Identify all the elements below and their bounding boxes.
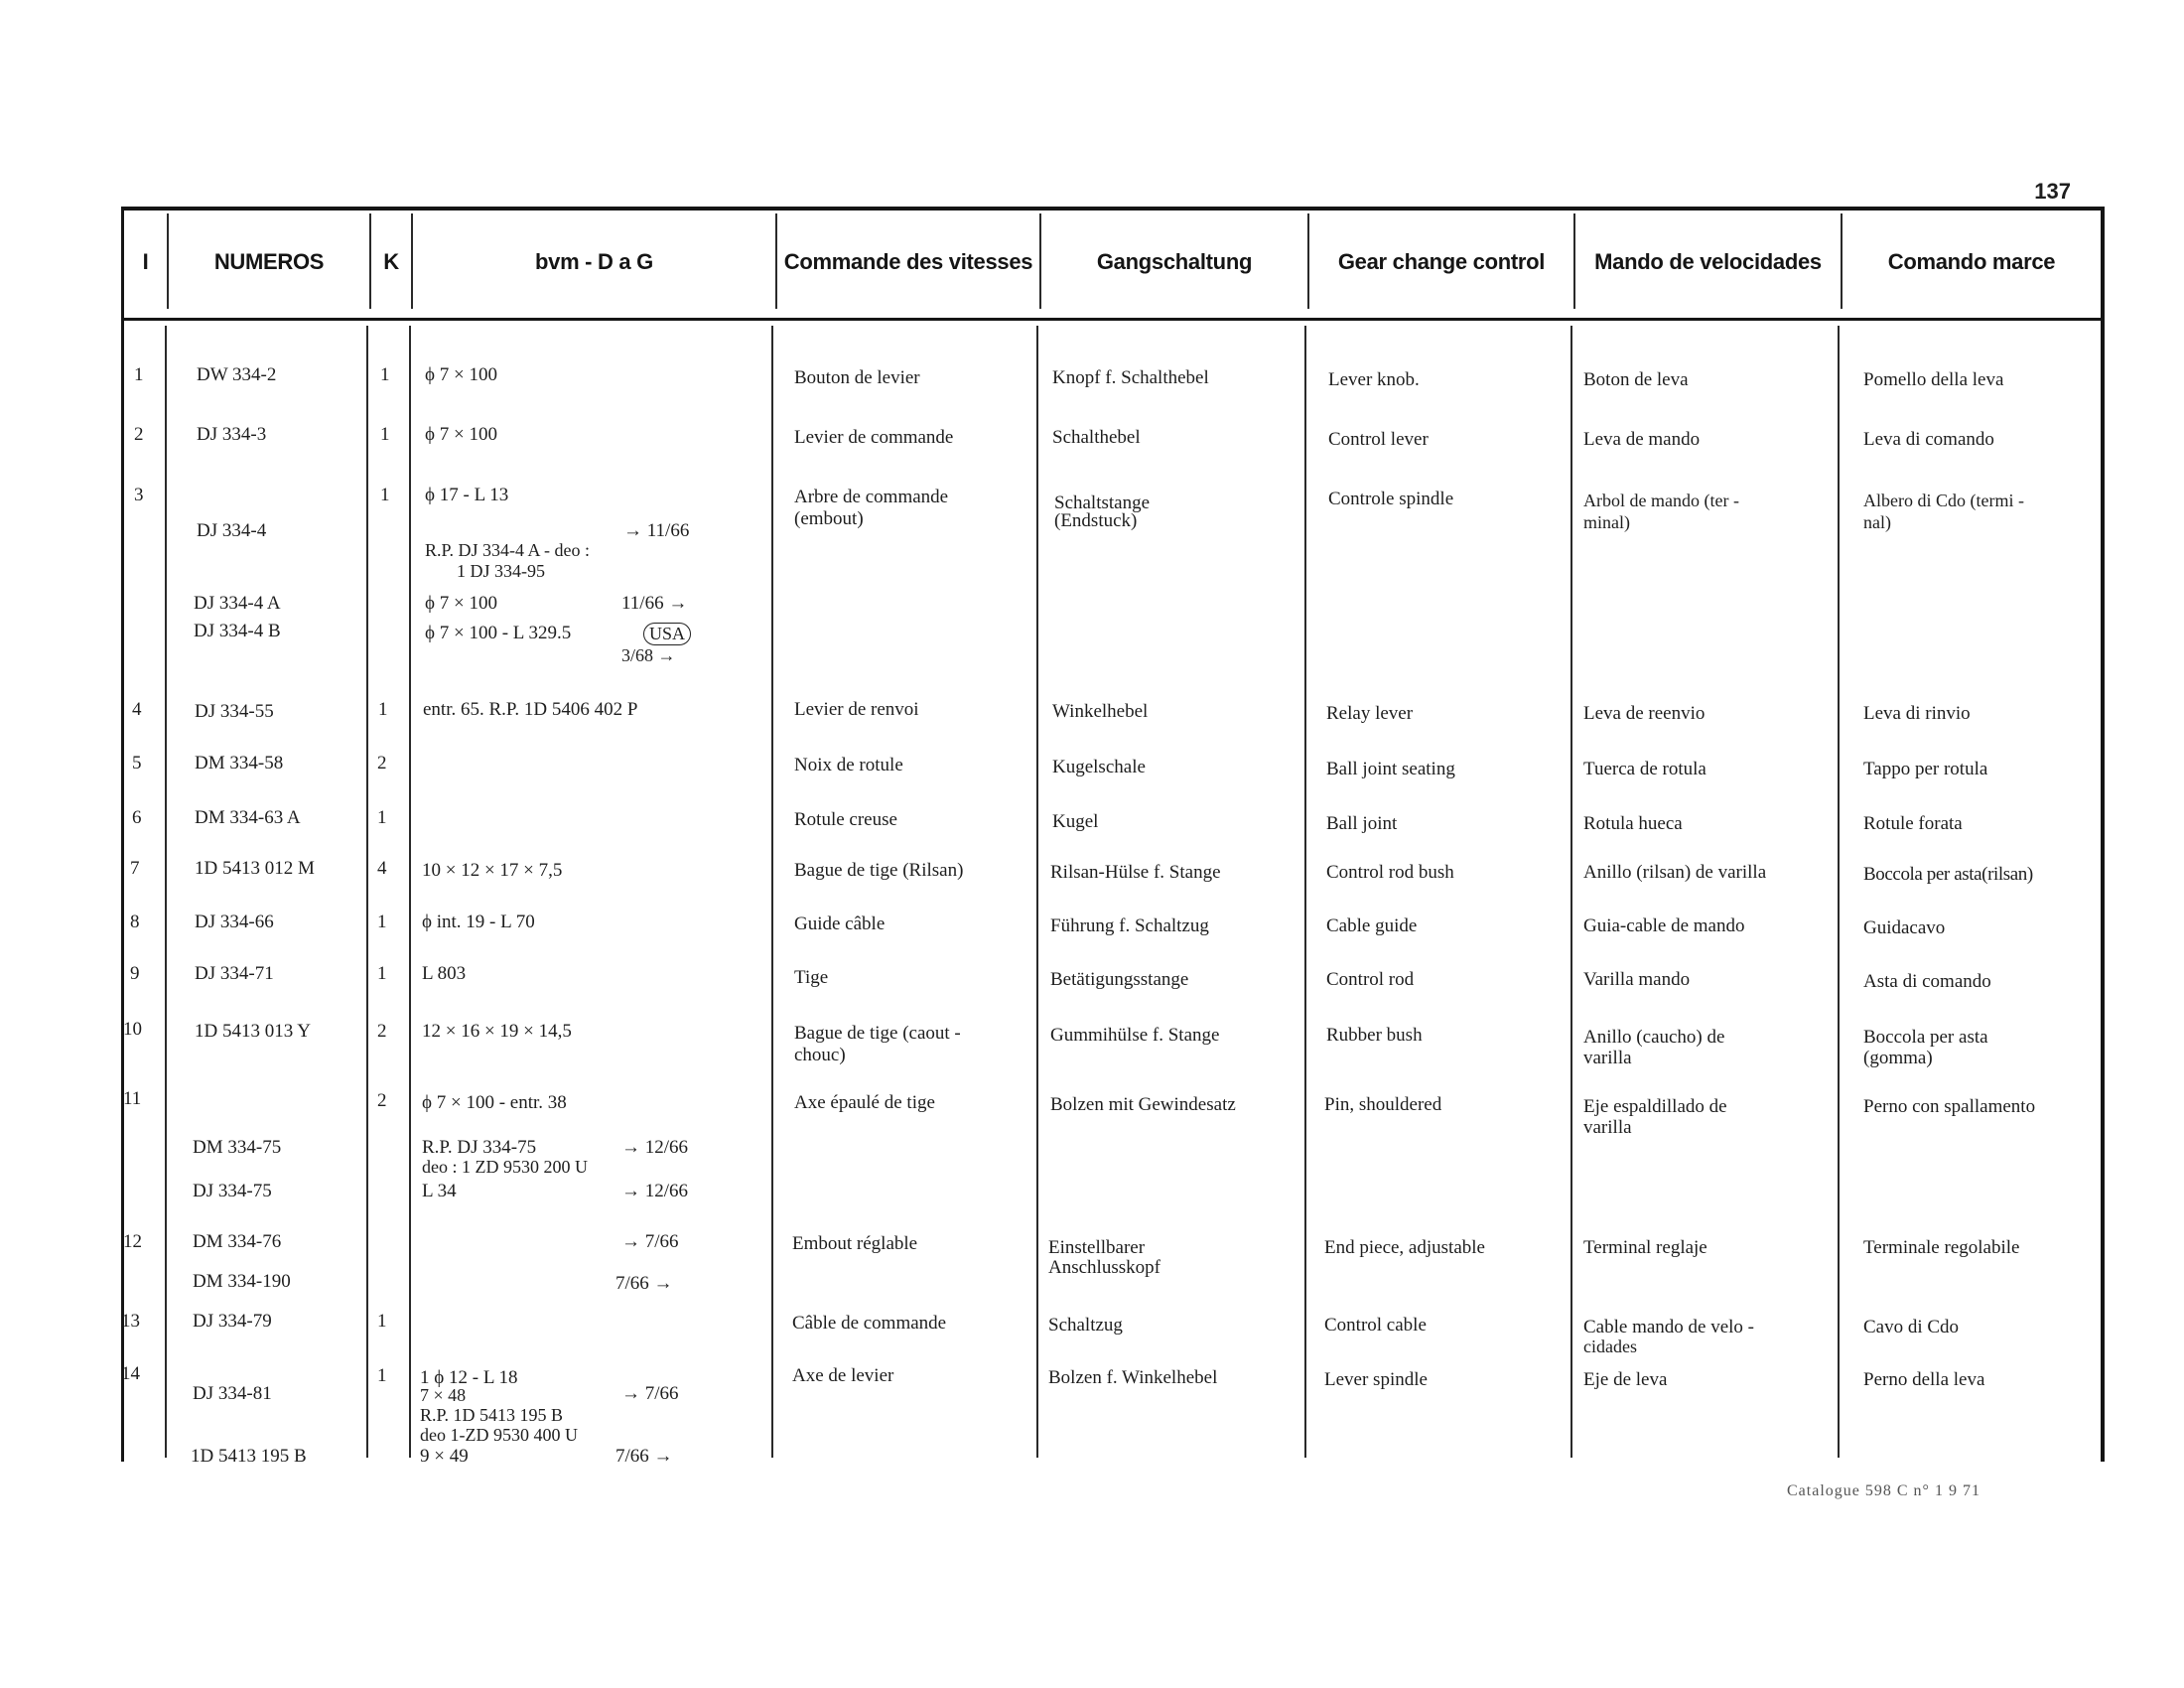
specification: ϕ 7 × 100 bbox=[425, 424, 497, 445]
desc-de: Rilsan-Hülse f. Stange bbox=[1050, 862, 1221, 883]
specification: 9 × 49 bbox=[420, 1446, 469, 1467]
part-number: DJ 334-71 bbox=[195, 963, 274, 984]
part-number: DM 334-63 A bbox=[195, 807, 301, 828]
desc-fr: Axe de levier bbox=[792, 1365, 894, 1386]
desc-de: Betätigungsstange bbox=[1050, 969, 1189, 990]
desc-es: Leva de mando bbox=[1583, 429, 1701, 450]
spec-replacement: R.P. DJ 334-4 A - deo : bbox=[425, 540, 591, 560]
desc-de: Anschlusskopf bbox=[1048, 1257, 1160, 1278]
row-index: 9 bbox=[130, 963, 140, 984]
part-number: DJ 334-75 bbox=[193, 1181, 272, 1201]
desc-fr: Bague de tige (caout - bbox=[794, 1023, 961, 1044]
spec-date: → 7/66 bbox=[621, 1231, 679, 1252]
specification: ϕ 7 × 100 bbox=[425, 364, 497, 385]
desc-it: Leva di rinvio bbox=[1863, 703, 1971, 724]
desc-it: Guidacavo bbox=[1863, 917, 1946, 938]
desc-de: Kugel bbox=[1052, 811, 1099, 832]
quantity: 1 bbox=[380, 424, 390, 445]
part-number: 1D 5413 012 M bbox=[195, 858, 315, 879]
specification: 12 × 16 × 19 × 14,5 bbox=[422, 1021, 572, 1042]
page-number: 137 bbox=[2034, 179, 2071, 204]
desc-en: Rubber bush bbox=[1326, 1025, 1423, 1046]
desc-es: Varilla mando bbox=[1583, 969, 1691, 990]
row-index: 7 bbox=[130, 858, 140, 879]
desc-es: Arbol de mando (ter - bbox=[1583, 491, 1739, 510]
desc-en: Ball joint seating bbox=[1326, 759, 1455, 779]
spec-date: → 11/66 bbox=[623, 520, 690, 541]
desc-es: Boton de leva bbox=[1583, 369, 1689, 390]
part-number: DJ 334-55 bbox=[195, 701, 274, 722]
desc-es: Cable mando de velo - bbox=[1583, 1317, 1755, 1337]
quantity: 1 bbox=[378, 699, 388, 720]
desc-en: Lever spindle bbox=[1324, 1369, 1428, 1390]
desc-it: nal) bbox=[1863, 512, 1891, 532]
desc-it: Perno della leva bbox=[1863, 1369, 1985, 1390]
header-index: I bbox=[142, 249, 149, 274]
spec-replacement: R.P. DJ 334-75 bbox=[422, 1137, 537, 1158]
desc-es: Eje espaldillado de bbox=[1583, 1096, 1727, 1117]
header-italian: Comando marce bbox=[1887, 249, 2056, 274]
specification: ϕ int. 19 - L 70 bbox=[422, 912, 535, 932]
desc-en: Control rod bbox=[1326, 969, 1415, 990]
specification: L 803 bbox=[422, 963, 467, 984]
desc-fr: Arbre de commande bbox=[794, 487, 949, 507]
desc-it: Perno con spallamento bbox=[1863, 1096, 2036, 1117]
table-right-border bbox=[2101, 207, 2105, 1462]
column-divider bbox=[409, 326, 411, 1458]
part-number: DW 334-2 bbox=[197, 364, 277, 385]
quantity: 1 bbox=[377, 963, 387, 984]
desc-fr: Axe épaulé de tige bbox=[794, 1092, 935, 1113]
desc-de: Gummihülse f. Stange bbox=[1050, 1025, 1220, 1046]
desc-es: Leva de reenvio bbox=[1583, 703, 1706, 724]
desc-es: Anillo (rilsan) de varilla bbox=[1583, 862, 1767, 883]
desc-fr: Bouton de levier bbox=[794, 367, 920, 388]
header-bvm: bvm - D a G bbox=[535, 249, 653, 274]
column-divider bbox=[1570, 326, 1572, 1458]
row-index: 12 bbox=[123, 1231, 142, 1252]
part-number: DM 334-190 bbox=[193, 1271, 291, 1292]
header-english: Gear change control bbox=[1337, 249, 1546, 274]
header-numeros: NUMEROS bbox=[213, 249, 325, 274]
desc-en: Control cable bbox=[1324, 1315, 1427, 1336]
desc-es: Terminal reglaje bbox=[1583, 1237, 1707, 1258]
header-spanish: Mando de velocidades bbox=[1594, 249, 1822, 274]
desc-de: Kugelschale bbox=[1052, 757, 1146, 777]
desc-de: Einstellbarer bbox=[1048, 1237, 1146, 1258]
desc-fr: Levier de commande bbox=[794, 427, 954, 448]
desc-de: Bolzen mit Gewindesatz bbox=[1050, 1094, 1236, 1115]
quantity: 1 bbox=[377, 807, 387, 828]
row-index: 13 bbox=[121, 1311, 140, 1332]
desc-it: Cavo di Cdo bbox=[1863, 1317, 1960, 1337]
quantity: 1 bbox=[377, 1365, 387, 1386]
desc-it: Leva di comando bbox=[1863, 429, 1994, 450]
row-index: 1 bbox=[134, 364, 144, 385]
desc-fr: Guide câble bbox=[794, 914, 886, 934]
column-divider bbox=[771, 326, 773, 1458]
desc-it: Boccola per asta bbox=[1863, 1027, 1988, 1048]
specification: ϕ 7 × 100 - L 329.5 bbox=[425, 623, 572, 643]
desc-es: Tuerca de rotula bbox=[1583, 759, 1706, 779]
desc-es: Eje de leva bbox=[1583, 1369, 1668, 1390]
row-index: 14 bbox=[121, 1363, 140, 1384]
desc-de: Winkelhebel bbox=[1052, 701, 1149, 722]
desc-fr: (embout) bbox=[794, 508, 864, 529]
desc-fr: Câble de commande bbox=[792, 1313, 947, 1334]
quantity: 2 bbox=[377, 753, 387, 774]
part-number: DM 334-58 bbox=[195, 753, 284, 774]
column-divider bbox=[165, 326, 167, 1458]
desc-en: Control lever bbox=[1328, 429, 1429, 450]
spec-date: 3/68 → bbox=[621, 645, 676, 665]
desc-fr: Bague de tige (Rilsan) bbox=[794, 860, 964, 881]
desc-fr: Noix de rotule bbox=[794, 755, 903, 775]
specification: 10 × 12 × 17 × 7,5 bbox=[422, 860, 563, 881]
row-index: 11 bbox=[123, 1088, 142, 1109]
desc-de: (Endstuck) bbox=[1054, 510, 1138, 531]
desc-en: Ball joint bbox=[1326, 813, 1398, 834]
desc-de: Bolzen f. Winkelhebel bbox=[1048, 1367, 1218, 1388]
header-french: Commande des vitesses bbox=[783, 249, 1033, 274]
quantity: 4 bbox=[377, 858, 387, 879]
desc-en: Pin, shouldered bbox=[1324, 1094, 1442, 1115]
part-number: DJ 334-66 bbox=[195, 912, 274, 932]
quantity: 1 bbox=[377, 912, 387, 932]
row-index: 2 bbox=[134, 424, 144, 445]
desc-it: Tappo per rotula bbox=[1863, 759, 1988, 779]
desc-es: Guia-cable de mando bbox=[1583, 915, 1745, 936]
row-index: 5 bbox=[132, 753, 142, 774]
table-top-border bbox=[121, 207, 2105, 211]
table-left-border bbox=[121, 207, 124, 1462]
part-number: DJ 334-4 B bbox=[194, 621, 281, 641]
catalogue-footer: Catalogue 598 C n° 1 9 71 bbox=[1787, 1482, 1980, 1499]
desc-es: Rotula hueca bbox=[1583, 813, 1683, 834]
desc-it: Terminale regolabile bbox=[1863, 1237, 2020, 1258]
spec-date: → 12/66 bbox=[621, 1137, 689, 1158]
desc-es: Anillo (caucho) de bbox=[1583, 1027, 1725, 1048]
quantity: 2 bbox=[377, 1090, 387, 1111]
desc-en: Lever knob. bbox=[1328, 369, 1420, 390]
desc-it: Albero di Cdo (termi - bbox=[1863, 491, 2024, 510]
row-index: 4 bbox=[132, 699, 142, 720]
desc-en: Relay lever bbox=[1326, 703, 1414, 724]
header-k: K bbox=[383, 249, 399, 274]
specification: L 34 bbox=[422, 1181, 457, 1201]
desc-es: minal) bbox=[1583, 512, 1630, 532]
desc-de: Schalthebel bbox=[1052, 427, 1141, 448]
desc-it: (gomma) bbox=[1863, 1048, 1933, 1068]
desc-fr: Tige bbox=[794, 967, 829, 988]
quantity: 1 bbox=[380, 485, 390, 505]
desc-es: varilla bbox=[1583, 1048, 1632, 1068]
column-divider bbox=[1036, 326, 1038, 1458]
quantity: 2 bbox=[377, 1021, 387, 1042]
desc-fr: Levier de renvoi bbox=[794, 699, 919, 720]
desc-it: Rotule forata bbox=[1863, 813, 1963, 834]
desc-it: Boccola per asta(rilsan) bbox=[1863, 864, 2033, 885]
column-divider bbox=[1838, 326, 1840, 1458]
usa-stamp: USA bbox=[643, 623, 691, 645]
row-index: 10 bbox=[123, 1019, 142, 1040]
specification: 7 × 48 bbox=[420, 1385, 467, 1405]
desc-de: Schaltstange bbox=[1054, 492, 1151, 513]
part-number: DJ 334-3 bbox=[197, 424, 267, 445]
desc-es: cidades bbox=[1583, 1336, 1637, 1356]
row-index: 6 bbox=[132, 807, 142, 828]
spec-replacement: 1 DJ 334-95 bbox=[457, 561, 545, 581]
desc-fr: Embout réglable bbox=[792, 1233, 918, 1254]
desc-de: Schaltzug bbox=[1048, 1315, 1123, 1336]
specification: ϕ 7 × 100 bbox=[425, 593, 497, 614]
desc-fr: chouc) bbox=[794, 1045, 846, 1065]
part-number: DJ 334-4 A bbox=[194, 593, 281, 614]
header-german: Gangschaltung bbox=[1096, 249, 1253, 274]
spec-date: → 12/66 bbox=[621, 1181, 689, 1201]
desc-es: varilla bbox=[1583, 1117, 1632, 1138]
header-separator bbox=[123, 318, 2103, 321]
part-number: DJ 334-4 bbox=[197, 520, 267, 541]
spec-date: → 7/66 bbox=[621, 1383, 679, 1404]
desc-en: End piece, adjustable bbox=[1324, 1237, 1485, 1258]
part-number: DJ 334-79 bbox=[193, 1311, 272, 1332]
spec-date: 11/66 → bbox=[621, 593, 688, 614]
specification: entr. 65. R.P. 1D 5406 402 P bbox=[423, 699, 638, 720]
desc-fr: Rotule creuse bbox=[794, 809, 897, 830]
part-number: 1D 5413 013 Y bbox=[195, 1021, 311, 1042]
desc-de: Knopf f. Schalthebel bbox=[1052, 367, 1209, 388]
specification: 1 ϕ 12 - L 18 bbox=[420, 1367, 518, 1388]
desc-en: Controle spindle bbox=[1328, 489, 1454, 509]
column-divider bbox=[366, 326, 368, 1458]
desc-en: Cable guide bbox=[1326, 915, 1418, 936]
quantity: 1 bbox=[377, 1311, 387, 1332]
part-number: DM 334-75 bbox=[193, 1137, 282, 1158]
part-number: 1D 5413 195 B bbox=[191, 1446, 307, 1467]
specification: ϕ 17 - L 13 bbox=[425, 485, 509, 505]
row-index: 3 bbox=[134, 485, 144, 505]
desc-de: Führung f. Schaltzug bbox=[1050, 915, 1209, 936]
spec-date: 7/66 → bbox=[615, 1446, 673, 1467]
row-index: 8 bbox=[130, 912, 140, 932]
part-number: DJ 334-81 bbox=[193, 1383, 272, 1404]
spec-replacement: deo 1-ZD 9530 400 U bbox=[420, 1425, 578, 1445]
column-divider bbox=[1304, 326, 1306, 1458]
desc-en: Control rod bush bbox=[1326, 862, 1454, 883]
part-number: DM 334-76 bbox=[193, 1231, 282, 1252]
specification: ϕ 7 × 100 - entr. 38 bbox=[422, 1092, 567, 1113]
spec-replacement: deo : 1 ZD 9530 200 U bbox=[422, 1157, 588, 1177]
desc-it: Asta di comando bbox=[1863, 971, 1991, 992]
spec-replacement: R.P. 1D 5413 195 B bbox=[420, 1405, 564, 1425]
quantity: 1 bbox=[380, 364, 390, 385]
desc-it: Pomello della leva bbox=[1863, 369, 2004, 390]
spec-date: 7/66 → bbox=[615, 1273, 673, 1294]
